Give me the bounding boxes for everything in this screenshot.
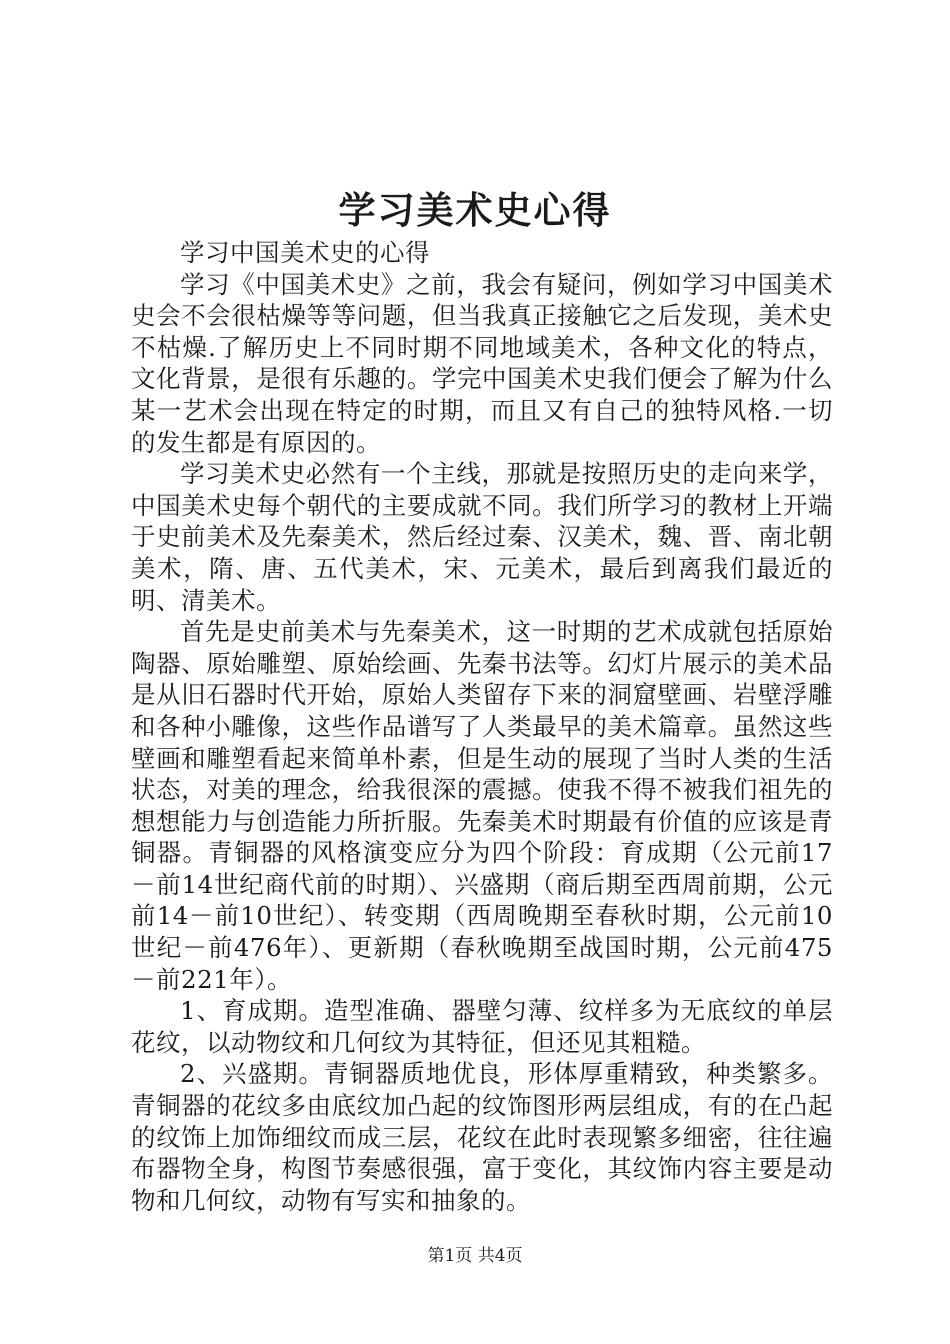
page-number-footer: 第1页 共4页 [427, 1246, 523, 1266]
paragraph-prehistoric: 首先是史前美术与先秦美术，这一时期的艺术成就包括原始陶器、原始雕塑、原始绘画、先秦书法等。幻灯片展示的美术品是从旧石器时代开始，原始人类留存下来的洞窟壁画、岩壁浮雕和各种小雕像，这些作品谱写了人类最早的美术篇章。虽然这些壁画和雕塑看起来简单朴素，但是生动的展现了当时人类的生活状态，对美的理念，给我很深的震撼。使我不得不被我们祖先的想想能力与创造能力所折服。先秦美术时期最有价值的应该是青铜器。青铜器的风格演变应分为四个阶段：育成期（公元前17－前14世纪商代前的时期）、兴盛期（商后期至西周前期，公元前14－前10世纪）、转变期（西周晚期至春秋时期，公元前10世纪－前476年）、更新期（春秋晚期至战国时期，公元前475－前221年）。 [131, 617, 833, 994]
paragraph-stage-1: 1、育成期。造型准确、器壁匀薄、纹样多为无底纹的单层花纹，以动物纹和几何纹为其特征，但还见其粗糙。 [131, 996, 833, 1057]
document-title: 学习美术史心得 [338, 188, 612, 232]
paragraph-intro: 学习《中国美术史》之前，我会有疑问，例如学习中国美术史会不会很枯燥等等问题，但当我真正接触它之后发现，美术史不枯燥.了解历史上不同时期不同地域美术，各种文化的特点，文化背景，是很有乐趣的。学完中国美术史我们便会了解为什么某一艺术会出现在特定的时期，而且又有自己的独特风格.一切的发生都是有原因的。 [131, 269, 833, 457]
paragraph-subtitle: 学习中国美术史的心得 [180, 238, 430, 267]
paragraph-stage-2: 2、兴盛期。青铜器质地优良，形体厚重精致，种类繁多。青铜器的花纹多由底纹加凸起的纹饰图形两层组成，有的在凸起的纹饰上加饰细纹而成三层，花纹在此时表现繁多细密，往往遍布器物全身，构图节奏感很强，富于变化，其纹饰内容主要是动物和几何纹，动物有写实和抽象的。 [131, 1059, 833, 1215]
document-body [131, 237, 833, 1216]
paragraph-mainline: 学习美术史必然有一个主线，那就是按照历史的走向来学，中国美术史每个朝代的主要成就不同。我们所学习的教材上开端于史前美术及先秦美术，然后经过秦、汉美术，魏、晋、南北朝美术，隋、唐、五代美术，宋、元美术，最后到离我们最近的明、清美术。 [131, 459, 833, 615]
